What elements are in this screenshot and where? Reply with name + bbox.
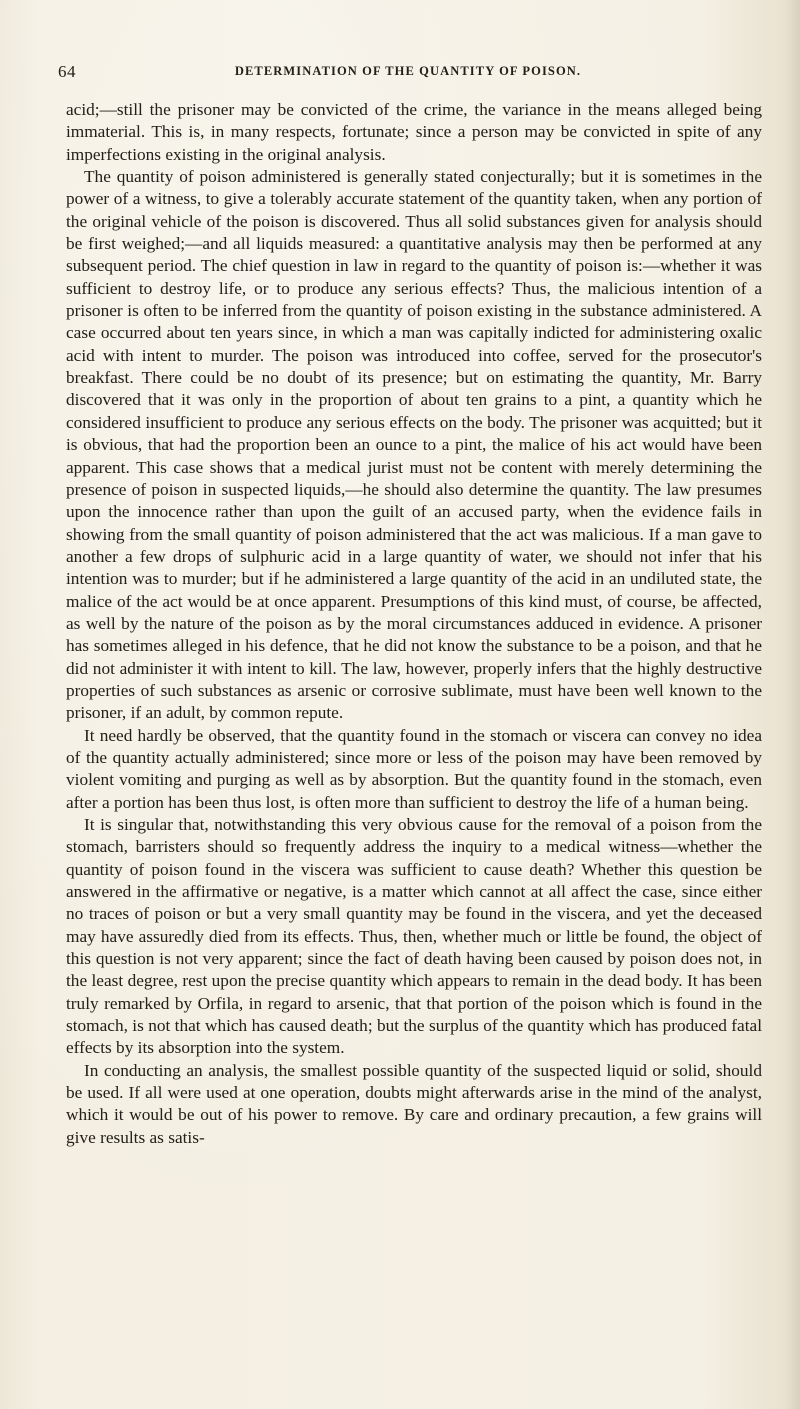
body-text [66,99,762,1149]
paragraph-quantity-found: It need hardly be observed, that the quantity found in the stomach or viscera can convey no idea of the quantity actually administered; since more or less of the poison may have been removed by violent vomiting and purging as well as by absorption. But the quantity found in the stomach, even after a portion has been thus lost, is often more than sufficient to destroy the life of a human being. [66,725,762,812]
running-head: DETERMINATION OF THE QUANTITY OF POISON. [234,64,582,78]
page-number: 64 [58,62,76,81]
page-header [58,62,758,88]
paragraph-sufficient-to-cause-death: It is singular that, notwithstanding this very obvious cause for the removal of a poison from the stomach, barristers should so frequently address the inquiry to a medical witness—whether the quantity of poison found in the viscera was sufficient to cause death? Whether this question be answered in the affirmative or negative, is a matter which cannot at all affect the case, since either no traces of poison or but a very small quantity may be found in the viscera, and yet the deceased may have assuredly died from its effects. Thus, then, whether much or little be found, the object of this question is not very apparent; since the fact of death having been caused by poison does not, in the least degree, rest upon the precise quantity which appears to remain in the dead body. It has been truly remarked by Orfila, in regard to arsenic, that that portion of the poison which is found in the stomach, is not that which has caused death; but the surplus of the quantity which has produced fatal effects by its absorption into the system. [66,815,762,1058]
paragraph-continuation: acid;—still the prisoner may be convicted of the crime, the variance in the means alleged being immaterial. This is, in many respects, fortunate; since a person may be convicted in spite of any imperfections existing in the original analysis. [66,100,762,164]
paragraph-quantity-of-poison: The quantity of poison administered is generally stated conjecturally; but it is sometimes in the power of a witness, to give a tolerably accurate statement of the quantity taken, when any portion of the original vehicle of the poison is discovered. Thus all solid substances given for analysis should be first weighed;—and all liquids measured: a quantitative analysis may then be performed at any subsequent period. The chief question in law in regard to the quantity of poison is:—whether it was sufficient to destroy life, or to produce any serious effects? Thus, the malicious intention of a prisoner is often to be inferred from the quantity of poison existing in the substance administered. A case occurred about ten years since, in which a man was capitally indicted for administering oxalic acid with intent to murder. The poison was introduced into coffee, served for the prosecutor's breakfast. There could be no doubt of its presence; but on estimating the quantity, Mr. Barry discovered that it was only in the proportion of about ten grains to a pint, a quantity which he considered insufficient to produce any serious effects on the body. The prisoner was acquitted; but it is obvious, that had the proportion been an ounce to a pint, the malice of his act would have been apparent. This case shows that a medical jurist must not be content with merely determining the presence of poison in suspected liquids,—he should also determine the quantity. The law presumes upon the innocence rather than upon the guilt of an accused party, when the evidence fails in showing from the small quantity of poison administered that the act was malicious. If a man gave to another a few drops of sulphuric acid in a large quantity of water, we should not infer that his intention was to murder; but if he administered a large quantity of the acid in an undiluted state, the malice of the act would be at once apparent. Presumptions of this kind must, of course, be affected, as well by the nature of the poison as by the moral circumstances adduced in evidence. A prisoner has sometimes alleged in his defence, that he did not know the substance to be a poison, and that he did not administer it with intent to kill. The law, however, properly infers that the highly destructive properties of such substances as arsenic or corrosive sublimate, must have been well known to the prisoner, if an adult, by common repute. [66,167,762,723]
paragraph-conducting-analysis: In conducting an analysis, the smallest possible quantity of the suspected liquid or solid, should be used. If all were used at one operation, doubts might afterwards arise in the mind of the analyst, which it would be out of his power to remove. By care and ordinary precaution, a few grains will give results as satis- [66,1060,762,1147]
